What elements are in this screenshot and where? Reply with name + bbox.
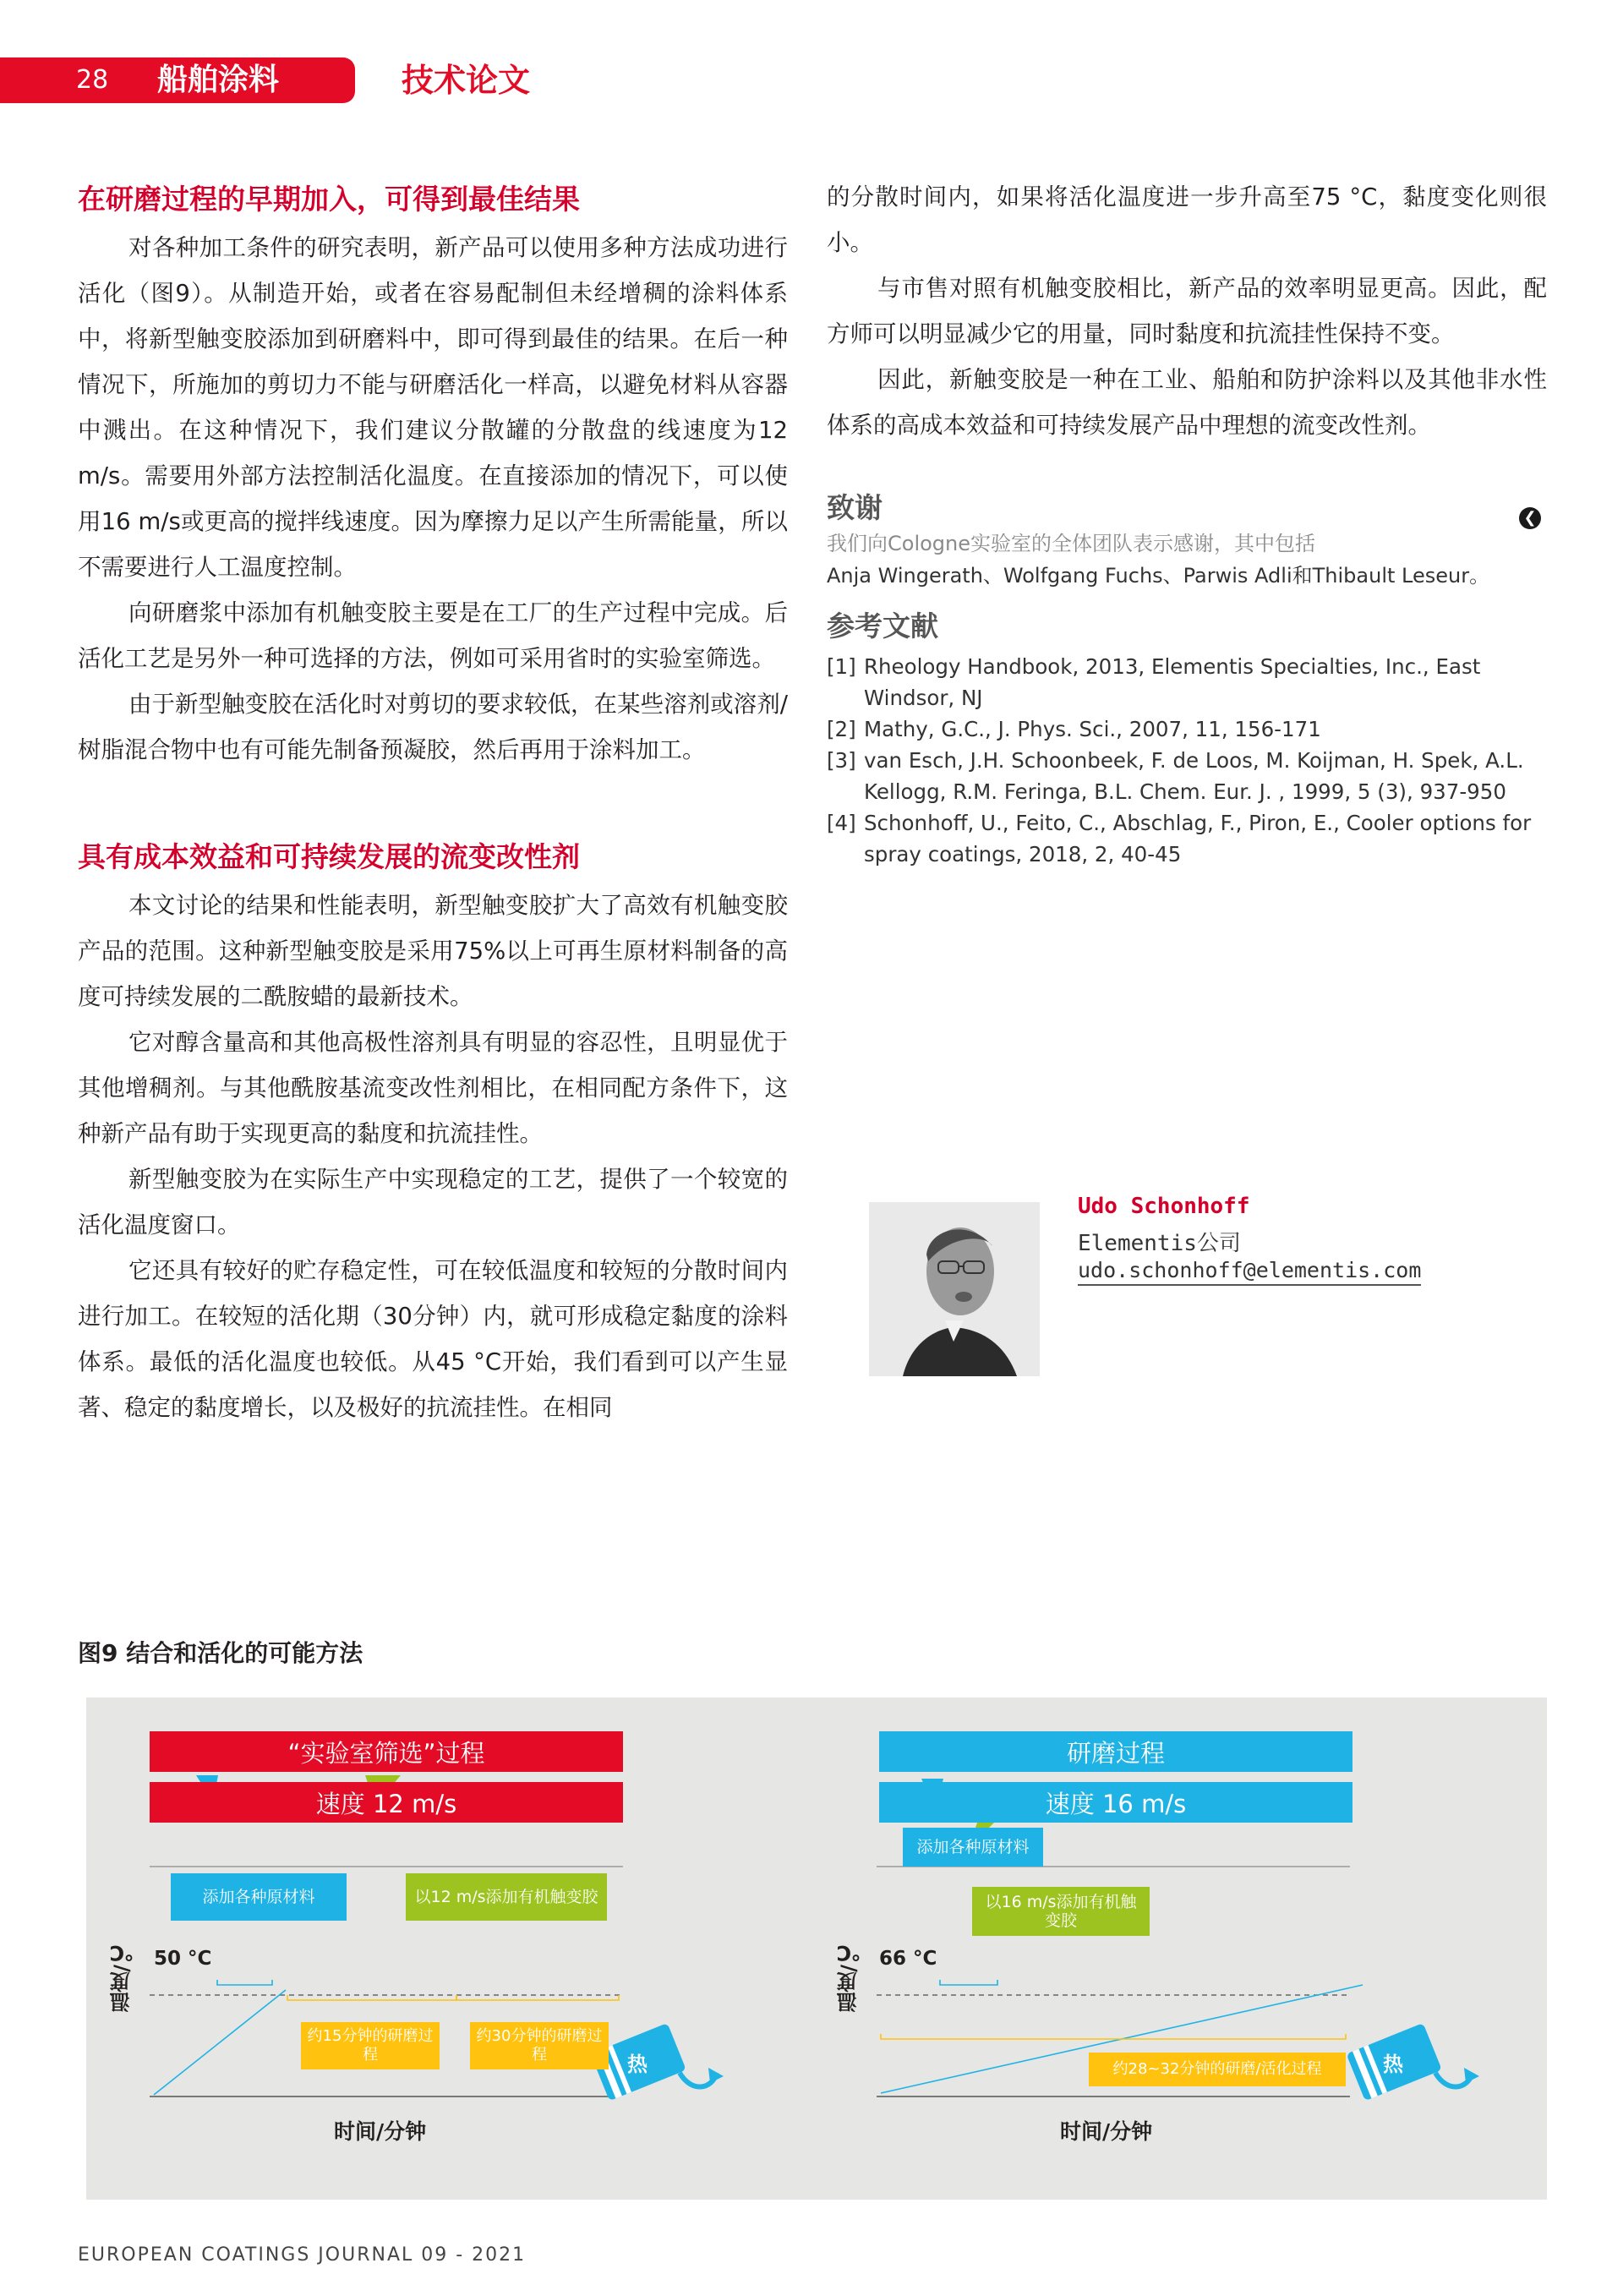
magazine-title: 船舶涂料	[157, 63, 280, 97]
acknowledgement-names: Anja Wingerath、Wolfgang Fuchs、Parwis Adli和Thibault Leseur。	[827, 564, 1490, 588]
paragraph: 它对醇含量高和其他高极性溶剂具有明显的容忍性，且明显优于其他增稠剂。与其他酰胺基流变改性剂相比，在相同配方条件下，这种新产品有助于实现更高的黏度和抗流挂性。	[78, 1029, 788, 1147]
paragraph: 的分散时间内，如果将活化温度进一步升高至75 °C，黏度变化则很小。	[827, 183, 1547, 256]
paragraph: 本文讨论的结果和性能表明，新型触变胶扩大了高效有机触变胶产品的范围。这种新型触变胶是采用75%以上可再生原材料制备的高度可持续发展的二酰胺蜡的最新技术。	[78, 892, 788, 1010]
author-email[interactable]: udo.schonhoff@elementis.com	[1078, 1258, 1421, 1286]
paragraph: 与市售对照有机触变胶相比，新产品的效率明显更高。因此，配方师可以明显减少它的用量，同时黏度和抗流挂性保持不变。	[827, 275, 1547, 347]
callout-raw-materials: 添加各种原材料	[171, 1873, 347, 1921]
callout-add-thixotrope: 以12 m/s添加有机触变胶	[406, 1873, 607, 1921]
section-heading: 具有成本效益和可持续发展的流变改性剂	[78, 840, 580, 873]
author-company: Elementis公司	[1078, 1231, 1241, 1256]
section-title: 技术论文	[402, 62, 531, 99]
x-axis-label: 时间/分钟	[1060, 2119, 1153, 2144]
reference-item: [3] van Esch, J.H. Schoonbeek, F. de Loos, M. Koijman, H. Spek, A.L. Kellogg, R.M. Feringa, B.L. Chem. Eur. J. , 1999, 5 (3), 937-950	[827, 748, 1524, 804]
phase-grinding-15: 约15分钟的研磨过程	[301, 2022, 440, 2069]
lab-process-title: “实验室筛选”过程	[150, 1731, 623, 1772]
reference-item: [1] Rheology Handbook, 2013, Elementis Specialties, Inc., East Windsor, NJ	[827, 654, 1481, 710]
acknowledgement-heading: 致谢	[827, 491, 883, 524]
back-arrow-icon[interactable]: ❮	[1519, 507, 1541, 529]
callout-add-thixotrope: 以16 m/s添加有机触变胶	[972, 1887, 1150, 1936]
paragraph: 向研磨浆中添加有机触变胶主要是在工厂的生产过程中完成。后活化工艺是另外一种可选择的方法，例如可采用省时的实验室筛选。	[78, 599, 788, 672]
section-heading: 在研磨过程的早期加入，可得到最佳结果	[78, 183, 580, 216]
left-column	[78, 179, 788, 1430]
temperature-label: 50 °C	[154, 1948, 212, 1970]
temperature-label: 66 °C	[879, 1948, 937, 1970]
phase-grinding-activation: 约28~32分钟的研磨/活化过程	[1089, 2053, 1346, 2086]
reference-item: [2] Mathy, G.C., J. Phys. Sci., 2007, 11, 156-171	[827, 717, 1321, 741]
phase-grinding-30: 约30分钟的研磨过程	[470, 2022, 609, 2069]
paragraph: 对各种加工条件的研究表明，新产品可以使用多种方法成功进行活化（图9）。从制造开始，或者在容易配制但未经增稠的涂料体系中，将新型触变胶添加到研磨料中，即可得到最佳的结果。在后一种情况下，所施加的剪切力不能与研磨活化一样高，以避免材料从容器中溅出。在这种情况下，我们建议分散罐的分散盘的线速度为12 m/s。需要用外部方法控制活化温度。在直接添加的情况下，可以使用16 m/s或更高的搅拌线速度。因为摩擦力足以产生所需能量，所以不需要进行人工温度控制。	[78, 234, 788, 581]
footer-journal: EUROPEAN COATINGS JOURNAL 09 - 2021	[78, 2244, 527, 2266]
references-list	[827, 651, 1547, 870]
reference-item: [4] Schonhoff, U., Feito, C., Abschlag, F., Piron, E., Cooler options for spray coatings, 2018, 2, 40-45	[827, 811, 1532, 866]
references-heading: 参考文献	[827, 610, 938, 642]
grinding-process-speed: 速度 16 m/s	[879, 1782, 1352, 1823]
y-axis-label: 温度/℃	[110, 1941, 134, 2013]
right-column	[827, 174, 1547, 870]
author-photo	[869, 1202, 1040, 1376]
callout-raw-materials: 添加各种原材料	[903, 1828, 1043, 1867]
heat-icon: 热	[1383, 2053, 1403, 2076]
grinding-process-title: 研磨过程	[879, 1731, 1352, 1772]
y-axis-label: 温度/℃	[837, 1941, 861, 2013]
paragraph: 它还具有较好的贮存稳定性，可在较低温度和较短的分散时间内进行加工。在较短的活化期（30分钟）内，就可形成稳定黏度的涂料体系。最低的活化温度也较低。从45 °C开始，我们看到可以产生显著、稳定的黏度增长，以及极好的抗流挂性。在相同	[78, 1257, 788, 1421]
author-name: Udo Schonhoff	[1078, 1194, 1250, 1219]
paragraph: 由于新型触变胶在活化时对剪切的要求较低，在某些溶剂或溶剂/树脂混合物中也有可能先制备预凝胶，然后再用于涂料加工。	[78, 691, 788, 763]
lab-process-speed: 速度 12 m/s	[150, 1782, 623, 1823]
figure-caption: 图9 结合和活化的可能方法	[78, 1639, 363, 1667]
figure-panel	[86, 1697, 1547, 2200]
x-axis-label: 时间/分钟	[334, 2119, 427, 2144]
acknowledgement-text: 我们向Cologne实验室的全体团队表示感谢，其中包括	[827, 532, 1316, 555]
figure-lines	[86, 1697, 1547, 2200]
paragraph: 新型触变胶为在实际生产中实现稳定的工艺，提供了一个较宽的活化温度窗口。	[78, 1166, 788, 1238]
paragraph: 因此，新触变胶是一种在工业、船舶和防护涂料以及其他非水性体系的高成本效益和可持续发展产品中理想的流变改性剂。	[827, 366, 1547, 439]
page-number: 28	[76, 65, 109, 95]
heat-icon: 热	[627, 2053, 648, 2076]
